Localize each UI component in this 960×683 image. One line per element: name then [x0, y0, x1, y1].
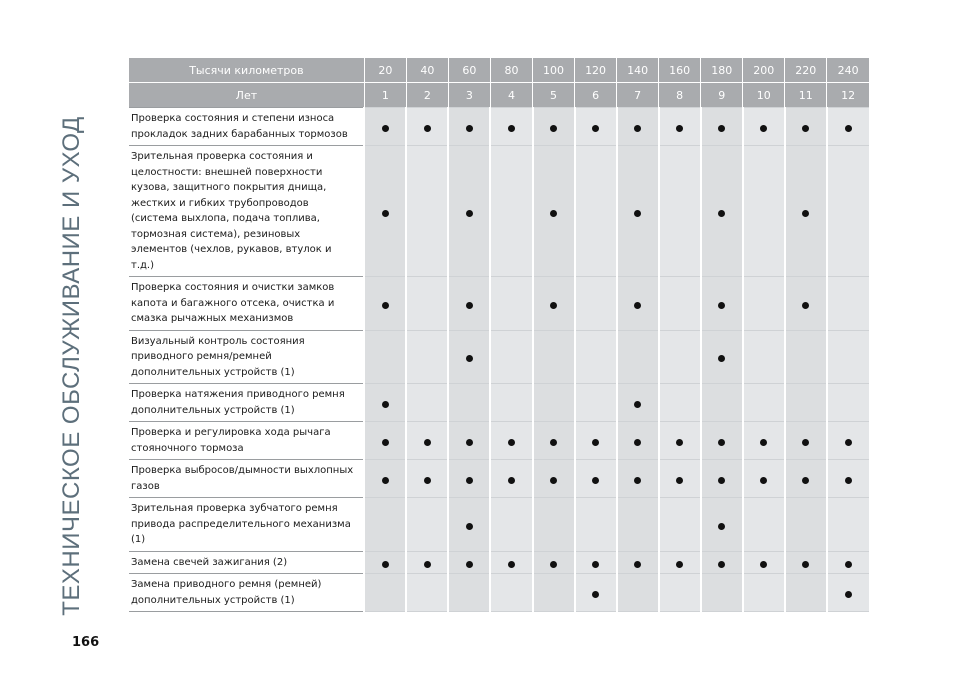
bullet-icon: [550, 439, 557, 446]
schedule-cell: [785, 146, 827, 277]
bullet-icon: [718, 561, 725, 568]
schedule-cell: [364, 498, 406, 552]
header-km-value: 140: [617, 58, 659, 83]
bullet-icon: [424, 125, 431, 132]
bullet-icon: [508, 125, 515, 132]
bullet-icon: [802, 477, 809, 484]
bullet-icon: [382, 210, 389, 217]
header-km-value: 80: [490, 58, 532, 83]
bullet-icon: [760, 477, 767, 484]
schedule-cell: [533, 422, 575, 460]
schedule-cell: [448, 498, 490, 552]
schedule-cell: [575, 574, 617, 612]
table-row: [129, 574, 869, 612]
schedule-cell: [490, 460, 532, 498]
bullet-icon: [718, 302, 725, 309]
bullet-icon: [592, 477, 599, 484]
schedule-cell: [575, 384, 617, 422]
bullet-icon: [466, 561, 473, 568]
bullet-icon: [592, 125, 599, 132]
header-year-value: 9: [701, 83, 743, 108]
row-label: Замена приводного ремня (ремней) дополнительных устройств (1): [129, 574, 364, 612]
schedule-cell: [659, 330, 701, 384]
bullet-icon: [676, 477, 683, 484]
bullet-icon: [845, 477, 852, 484]
schedule-cell: [448, 551, 490, 574]
schedule-cell: [575, 330, 617, 384]
bullet-icon: [845, 561, 852, 568]
schedule-cell: [575, 422, 617, 460]
schedule-cell: [785, 330, 827, 384]
schedule-cell: [743, 422, 785, 460]
schedule-cell: [827, 277, 869, 331]
row-label: Зрительная проверка состояния и целостности: внешней поверхности кузова, защитного покрытия днища, жестких и гибких трубопроводов (система выхлопа, подача топлива, тормозная система), резиновых элементов (чехлов, рукавов, втулок и т.д.): [129, 146, 364, 277]
schedule-cell: [490, 277, 532, 331]
header-km-value: 180: [701, 58, 743, 83]
schedule-cell: [743, 551, 785, 574]
schedule-cell: [785, 460, 827, 498]
header-km-value: 60: [448, 58, 490, 83]
schedule-cell: [827, 422, 869, 460]
header-year-value: 8: [659, 83, 701, 108]
schedule-cell: [490, 330, 532, 384]
schedule-cell: [701, 277, 743, 331]
schedule-cell: [533, 460, 575, 498]
header-km-value: 220: [785, 58, 827, 83]
bullet-icon: [676, 125, 683, 132]
schedule-cell: [533, 146, 575, 277]
bullet-icon: [718, 210, 725, 217]
schedule-cell: [701, 460, 743, 498]
schedule-cell: [406, 146, 448, 277]
schedule-cell: [701, 498, 743, 552]
schedule-cell: [701, 574, 743, 612]
schedule-cell: [827, 108, 869, 146]
bullet-icon: [550, 477, 557, 484]
schedule-cell: [364, 551, 406, 574]
schedule-cell: [785, 277, 827, 331]
header-km-value: 20: [364, 58, 406, 83]
schedule-cell: [406, 574, 448, 612]
bullet-icon: [592, 561, 599, 568]
header-km-label: Тысячи километров: [129, 58, 364, 83]
schedule-cell: [617, 384, 659, 422]
schedule-cell: [743, 108, 785, 146]
header-year-value: 6: [575, 83, 617, 108]
schedule-cell: [448, 460, 490, 498]
bullet-icon: [760, 561, 767, 568]
table-row: [129, 384, 869, 422]
bullet-icon: [550, 302, 557, 309]
bullet-icon: [634, 401, 641, 408]
schedule-cell: [785, 574, 827, 612]
schedule-cell: [448, 108, 490, 146]
table-row: [129, 108, 869, 146]
row-label: Проверка состояния и очистки замков капота и багажного отсека, очистка и смазка рычажных механизмов: [129, 277, 364, 331]
schedule-cell: [827, 146, 869, 277]
section-title: ТЕХНИЧЕСКОЕ ОБСЛУЖИВАНИЕ И УХОД: [58, 116, 85, 616]
bullet-icon: [845, 439, 852, 446]
schedule-cell: [785, 498, 827, 552]
header-year-value: 1: [364, 83, 406, 108]
schedule-cell: [490, 498, 532, 552]
header-km-value: 200: [743, 58, 785, 83]
page-number: 166: [72, 635, 100, 650]
header-year-value: 12: [827, 83, 869, 108]
bullet-icon: [508, 477, 515, 484]
bullet-icon: [802, 210, 809, 217]
schedule-cell: [659, 574, 701, 612]
table-row: [129, 551, 869, 574]
schedule-cell: [364, 146, 406, 277]
bullet-icon: [634, 302, 641, 309]
schedule-cell: [617, 574, 659, 612]
row-label: Зрительная проверка зубчатого ремня привода распределительного механизма (1): [129, 498, 364, 552]
header-year-value: 11: [785, 83, 827, 108]
header-km-value: 120: [575, 58, 617, 83]
schedule-cell: [406, 277, 448, 331]
table-row: [129, 422, 869, 460]
bullet-icon: [760, 439, 767, 446]
header-km-value: 100: [533, 58, 575, 83]
bullet-icon: [718, 477, 725, 484]
schedule-cell: [617, 498, 659, 552]
bullet-icon: [382, 561, 389, 568]
schedule-cell: [743, 330, 785, 384]
header-row-km: [129, 58, 869, 83]
schedule-cell: [617, 460, 659, 498]
bullet-icon: [382, 302, 389, 309]
schedule-cell: [490, 551, 532, 574]
schedule-cell: [533, 330, 575, 384]
schedule-cell: [448, 146, 490, 277]
schedule-cell: [827, 330, 869, 384]
schedule-cell: [827, 384, 869, 422]
schedule-cell: [490, 108, 532, 146]
bullet-icon: [424, 561, 431, 568]
schedule-cell: [406, 108, 448, 146]
schedule-cell: [743, 277, 785, 331]
row-label: Визуальный контроль состояния приводного ремня/ремней дополнительных устройств (1): [129, 330, 364, 384]
schedule-cell: [448, 330, 490, 384]
schedule-cell: [701, 422, 743, 460]
bullet-icon: [592, 439, 599, 446]
row-label: Проверка и регулировка хода рычага стояночного тормоза: [129, 422, 364, 460]
schedule-cell: [659, 108, 701, 146]
schedule-cell: [575, 460, 617, 498]
bullet-icon: [382, 477, 389, 484]
schedule-cell: [659, 551, 701, 574]
bullet-icon: [424, 477, 431, 484]
table-row: [129, 330, 869, 384]
row-label: Проверка выбросов/дымности выхлопных газов: [129, 460, 364, 498]
schedule-cell: [785, 108, 827, 146]
bullet-icon: [550, 561, 557, 568]
schedule-cell: [827, 551, 869, 574]
table-row: [129, 146, 869, 277]
schedule-cell: [617, 551, 659, 574]
schedule-cell: [659, 460, 701, 498]
schedule-cell: [827, 498, 869, 552]
schedule-cell: [659, 498, 701, 552]
bullet-icon: [760, 125, 767, 132]
schedule-cell: [743, 574, 785, 612]
bullet-icon: [718, 439, 725, 446]
schedule-cell: [701, 108, 743, 146]
header-km-value: 160: [659, 58, 701, 83]
bullet-icon: [424, 439, 431, 446]
schedule-cell: [659, 277, 701, 331]
header-year-value: 4: [490, 83, 532, 108]
schedule-cell: [490, 384, 532, 422]
schedule-cell: [364, 330, 406, 384]
bullet-icon: [802, 302, 809, 309]
bullet-icon: [466, 477, 473, 484]
schedule-cell: [364, 422, 406, 460]
schedule-cell: [490, 422, 532, 460]
table-row: [129, 277, 869, 331]
schedule-cell: [533, 108, 575, 146]
schedule-cell: [659, 422, 701, 460]
schedule-cell: [364, 384, 406, 422]
table-body: [129, 108, 869, 612]
bullet-icon: [466, 302, 473, 309]
schedule-cell: [533, 277, 575, 331]
bullet-icon: [466, 125, 473, 132]
schedule-cell: [364, 574, 406, 612]
schedule-cell: [448, 422, 490, 460]
schedule-cell: [743, 460, 785, 498]
schedule-cell: [533, 551, 575, 574]
bullet-icon: [382, 439, 389, 446]
bullet-icon: [550, 210, 557, 217]
maintenance-schedule-table: [129, 58, 869, 612]
schedule-cell: [617, 146, 659, 277]
schedule-cell: [490, 574, 532, 612]
bullet-icon: [718, 523, 725, 530]
row-label: Замена свечей зажигания (2): [129, 551, 364, 574]
schedule-cell: [743, 498, 785, 552]
schedule-cell: [617, 422, 659, 460]
schedule-cell: [364, 460, 406, 498]
row-label: Проверка натяжения приводного ремня дополнительных устройств (1): [129, 384, 364, 422]
bullet-icon: [508, 439, 515, 446]
schedule-cell: [617, 277, 659, 331]
header-year-value: 5: [533, 83, 575, 108]
schedule-cell: [364, 108, 406, 146]
schedule-cell: [743, 146, 785, 277]
schedule-cell: [575, 551, 617, 574]
schedule-cell: [575, 498, 617, 552]
schedule-cell: [448, 277, 490, 331]
schedule-cell: [785, 551, 827, 574]
bullet-icon: [802, 125, 809, 132]
schedule-cell: [575, 108, 617, 146]
schedule-cell: [533, 498, 575, 552]
schedule-cell: [406, 460, 448, 498]
schedule-cell: [827, 460, 869, 498]
bullet-icon: [802, 439, 809, 446]
schedule-cell: [743, 384, 785, 422]
table-row: [129, 498, 869, 552]
schedule-cell: [701, 330, 743, 384]
table-row: [129, 460, 869, 498]
schedule-cell: [448, 384, 490, 422]
schedule-cell: [785, 422, 827, 460]
schedule-cell: [406, 551, 448, 574]
schedule-cell: [533, 574, 575, 612]
schedule-cell: [575, 277, 617, 331]
header-year-value: 3: [448, 83, 490, 108]
bullet-icon: [634, 477, 641, 484]
bullet-icon: [845, 125, 852, 132]
schedule-cell: [659, 384, 701, 422]
header-row-years: [129, 83, 869, 108]
bullet-icon: [845, 591, 852, 598]
schedule-cell: [785, 384, 827, 422]
schedule-cell: [617, 330, 659, 384]
schedule-cell: [617, 108, 659, 146]
header-km-value: 40: [406, 58, 448, 83]
schedule-cell: [827, 574, 869, 612]
schedule-cell: [448, 574, 490, 612]
bullet-icon: [550, 125, 557, 132]
schedule-cell: [575, 146, 617, 277]
row-label: Проверка состояния и степени износа прокладок задних барабанных тормозов: [129, 108, 364, 146]
bullet-icon: [676, 561, 683, 568]
bullet-icon: [634, 125, 641, 132]
schedule-cell: [406, 384, 448, 422]
schedule-cell: [701, 146, 743, 277]
bullet-icon: [466, 523, 473, 530]
bullet-icon: [382, 401, 389, 408]
bullet-icon: [466, 439, 473, 446]
header-year-value: 7: [617, 83, 659, 108]
bullet-icon: [718, 125, 725, 132]
bullet-icon: [676, 439, 683, 446]
schedule-cell: [406, 330, 448, 384]
schedule-cell: [533, 384, 575, 422]
bullet-icon: [592, 591, 599, 598]
bullet-icon: [802, 561, 809, 568]
bullet-icon: [634, 561, 641, 568]
header-years-label: Лет: [129, 83, 364, 108]
bullet-icon: [634, 210, 641, 217]
schedule-cell: [406, 422, 448, 460]
schedule-cell: [659, 146, 701, 277]
header-year-value: 10: [743, 83, 785, 108]
schedule-cell: [490, 146, 532, 277]
bullet-icon: [508, 561, 515, 568]
bullet-icon: [466, 210, 473, 217]
header-year-value: 2: [406, 83, 448, 108]
bullet-icon: [634, 439, 641, 446]
bullet-icon: [382, 125, 389, 132]
schedule-cell: [406, 498, 448, 552]
schedule-cell: [364, 277, 406, 331]
bullet-icon: [466, 355, 473, 362]
schedule-cell: [701, 384, 743, 422]
header-km-value: 240: [827, 58, 869, 83]
schedule-cell: [701, 551, 743, 574]
bullet-icon: [718, 355, 725, 362]
